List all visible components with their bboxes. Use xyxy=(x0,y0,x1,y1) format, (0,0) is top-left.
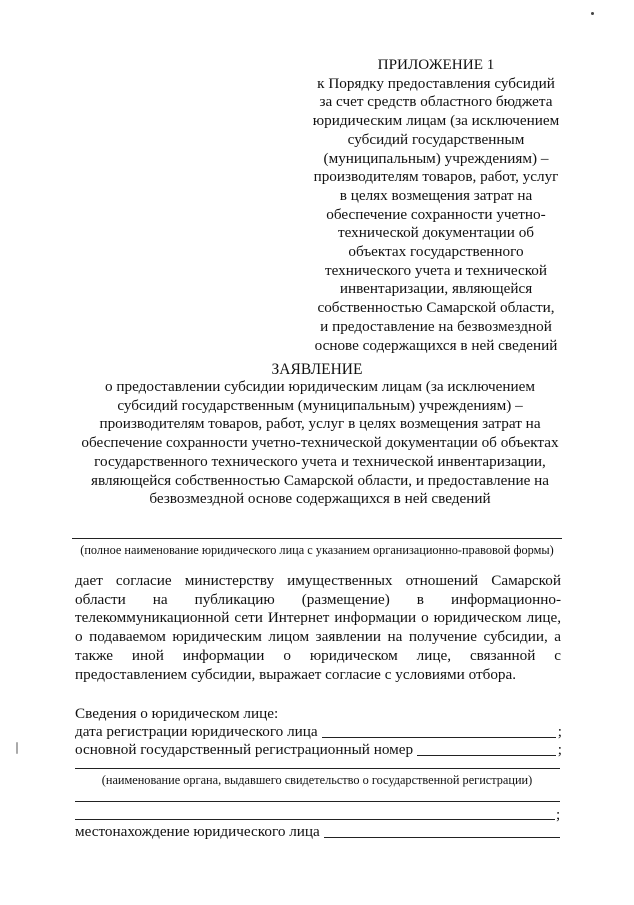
scan-speck xyxy=(16,742,18,754)
semicolon: ; xyxy=(557,741,562,758)
consent-line: также иной информации о юридическом лице, связанной с xyxy=(75,646,561,664)
reg-date-blank[interactable] xyxy=(322,736,556,738)
ogrn-field xyxy=(75,741,562,759)
location-blank[interactable] xyxy=(324,836,560,838)
ogrn-label: основной государственный регистрационный номер xyxy=(75,741,414,758)
appendix-line: основе содержащихся в ней сведений xyxy=(314,336,558,354)
statement-line: являющейся собственностью Самарской области, и предоставление на xyxy=(91,471,549,489)
authority-blank-line-3[interactable] xyxy=(75,819,555,820)
consent-line: предоставлением субсидии, выражает согласие с условиями отбора. xyxy=(75,665,517,683)
appendix-line: юридическим лицам (за исключением xyxy=(312,112,560,130)
consent-line: телекоммуникационной сети Интернет информации о юридическом лице, xyxy=(75,609,561,627)
appendix-line: (муниципальным) учреждениям) – xyxy=(323,149,549,167)
statement-line: государственного технического учета и технической инвентаризации, xyxy=(94,452,546,470)
fullname-blank-line[interactable] xyxy=(72,538,562,539)
consent-line: дает согласие министерству имущественных отношений Самарской xyxy=(75,572,561,589)
consent-line: о подаваемом юридическим лицом заявлении на получение субсидии, а xyxy=(75,628,561,646)
statement-subtitle xyxy=(60,378,580,509)
appendix-line: к Порядку предоставления субсидий xyxy=(317,74,555,92)
appendix-line: и предоставление на безвозмездной xyxy=(320,317,552,335)
authority-caption: (наименование органа, выдавшего свидетельство о государственной регистрации) xyxy=(101,773,533,787)
consent-paragraph xyxy=(75,572,561,684)
appendix-line: обеспечение сохранности учетно- xyxy=(326,205,546,223)
statement-line: субсидий государственным (муниципальным) учреждениям) – xyxy=(117,396,523,414)
consent-line: области на публикацию (размещение) в информационно- xyxy=(75,590,561,608)
statement-line: производителям товаров, работ, услуг в целях возмещения затрат на xyxy=(99,415,541,433)
statement-line: безвозмездной основе содержащихся в ней сведений xyxy=(149,490,491,508)
location-field xyxy=(75,823,562,841)
ogrn-blank[interactable] xyxy=(417,754,556,756)
reg-date-field xyxy=(75,723,562,741)
appendix-line: субсидий государственным xyxy=(347,130,525,148)
info-heading: Сведения о юридическом лице: xyxy=(75,705,279,722)
appendix-title: ПРИЛОЖЕНИЕ 1 xyxy=(377,56,495,73)
appendix-line: технического учета и технической xyxy=(324,261,548,279)
appendix-line: производителям товаров, работ, услуг xyxy=(313,168,559,186)
statement-line: обеспечение сохранности учетно-технической документации об объектах xyxy=(81,434,559,452)
authority-blank-line-2[interactable] xyxy=(75,801,560,802)
semicolon: ; xyxy=(557,723,562,740)
appendix-line: инвентаризации, являющейся xyxy=(339,280,533,298)
appendix-line: технической документации об xyxy=(337,224,535,242)
appendix-line: в целях возмещения затрат на xyxy=(339,186,533,204)
statement-line: о предоставлении субсидии юридическим лицам (за исключением xyxy=(105,378,535,395)
semicolon: ; xyxy=(556,806,561,823)
appendix-line: собственностью Самарской области, xyxy=(317,299,555,317)
authority-blank-line[interactable] xyxy=(75,768,560,769)
location-label: местонахождение юридического лица xyxy=(75,823,320,840)
statement-title: ЗАЯВЛЕНИЕ xyxy=(271,361,363,378)
appendix-block xyxy=(300,56,572,355)
reg-date-label: дата регистрации юридического лица xyxy=(75,723,318,740)
fullname-caption: (полное наименование юридического лица с указанием организационно-правовой формы) xyxy=(80,543,554,557)
appendix-line: за счет средств областного бюджета xyxy=(319,93,553,111)
scan-speck xyxy=(591,12,594,15)
appendix-line: объектах государственного xyxy=(348,243,524,261)
